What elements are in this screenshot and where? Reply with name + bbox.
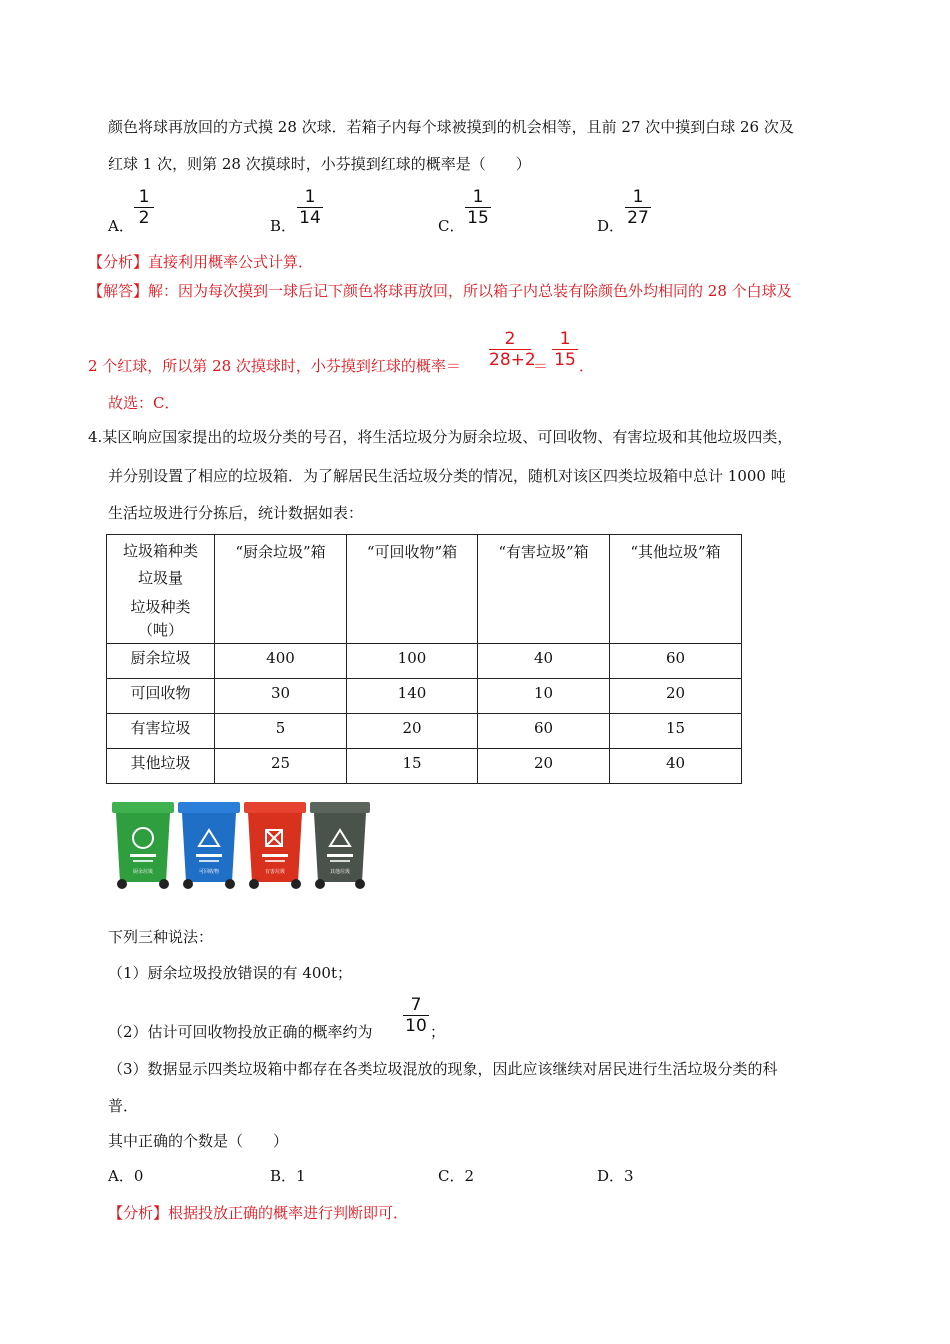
- bin-blue-label: 可回收物: [198, 869, 220, 875]
- q3-option-b-label: B．: [270, 217, 297, 235]
- garbage-data-table: [106, 534, 742, 784]
- q3-option-d-label: D．: [597, 217, 625, 235]
- q3-answer-equals: ＝: [533, 357, 549, 375]
- q4-text-line3: 生活垃圾进行分拣后，统计数据如表：: [108, 504, 364, 522]
- q3-option-d-den: 27: [627, 208, 649, 228]
- bin-blue-icon: [178, 802, 240, 889]
- q3-option-c-num: 1: [472, 187, 484, 207]
- table-cell: 140: [347, 679, 478, 714]
- q4-statement-2: （2）估计可回收物投放正确的概率约为: [108, 1023, 373, 1041]
- table-cell: 5: [215, 714, 347, 749]
- row-header: 可回收物: [107, 679, 215, 714]
- q3-analysis: 【分析】直接利用概率公式计算．: [88, 253, 314, 271]
- q3-answer-frac2-den: 15: [554, 350, 576, 370]
- q3-option-c-fraction: [465, 188, 491, 227]
- table-row: [107, 749, 742, 784]
- q4-statement-1: （1）厨余垃圾投放错误的有 400t；: [108, 964, 352, 982]
- bin-green-label: 厨余垃圾: [132, 869, 154, 875]
- q3-option-b-den: 14: [299, 208, 321, 228]
- garbage-bins-image: [108, 798, 372, 892]
- q3-answer-fraction-1: [489, 329, 536, 370]
- q3-option-a-label: A．: [108, 217, 134, 235]
- q4-s2-den: 10: [405, 1016, 427, 1036]
- q3-option-a-den: 2: [138, 208, 150, 228]
- table-cell: 30: [215, 679, 347, 714]
- table-cell: 25: [215, 749, 347, 784]
- q4-option-c: C．2: [438, 1167, 475, 1185]
- q3-option-c-label: C．: [438, 217, 465, 235]
- q3-answer-frac1-num: 2: [504, 329, 516, 349]
- q4-statement-3-line2: 普．: [108, 1097, 139, 1115]
- q3-answer-frac1-den: 28+2: [489, 350, 536, 370]
- q3-option-b-fraction: [297, 188, 323, 227]
- q4-analysis: 【分析】根据投放正确的概率进行判断即可．: [108, 1204, 409, 1222]
- row-header: 有害垃圾: [107, 714, 215, 749]
- table-cell: 20: [478, 749, 610, 784]
- bin-gray-label: 其他垃圾: [329, 869, 351, 875]
- table-cell: 40: [478, 644, 610, 679]
- bin-red-label: 有害垃圾: [264, 869, 286, 875]
- table-header-row: [107, 535, 742, 644]
- q3-answer-frac2-num: 1: [559, 329, 571, 349]
- q3-option-b-num: 1: [304, 187, 316, 207]
- corner-line-4: （吨）: [137, 621, 183, 639]
- q4-statements-intro: 下列三种说法：: [108, 928, 214, 946]
- q4-statement-2-end: ；: [430, 1023, 446, 1041]
- q3-text-line2: 红球 1 次，则第 28 次摸球时，小芬摸到红球的概率是（ ）: [108, 155, 531, 173]
- table-cell: 10: [478, 679, 610, 714]
- q4-statement-2-fraction: [403, 996, 429, 1035]
- table-col-header: “厨余垃圾”箱: [215, 535, 347, 644]
- table-row: [107, 714, 742, 749]
- q4-option-a: A．0: [108, 1167, 144, 1185]
- table-cell: 60: [610, 644, 742, 679]
- row-header: 厨余垃圾: [107, 644, 215, 679]
- corner-line-2: 垃圾量: [137, 569, 183, 587]
- corner-line-3: 垃圾种类: [130, 598, 191, 616]
- bin-red-icon: [244, 802, 306, 889]
- table-cell: 20: [347, 714, 478, 749]
- q3-answer-end: ．: [579, 357, 595, 375]
- q3-answer-line1: 【解答】解：因为每次摸到一球后记下颜色将球再放回，所以箱子内总装有除颜色外均相同的 28 个白球及: [88, 282, 792, 300]
- table-col-header: “其他垃圾”箱: [610, 535, 742, 644]
- q4-text-line2: 并分别设置了相应的垃圾箱．为了解居民生活垃圾分类的情况，随机对该区四类垃圾箱中总计 1000 吨: [108, 467, 786, 485]
- q4-statement-3-line1: （3）数据显示四类垃圾箱中都存在各类垃圾混放的现象，因此应该继续对居民进行生活垃圾分类的科: [108, 1060, 778, 1078]
- bin-gray-icon: [310, 802, 370, 889]
- row-header: 其他垃圾: [107, 749, 215, 784]
- corner-line-1: 垃圾箱种类: [122, 542, 198, 560]
- table-cell: 100: [347, 644, 478, 679]
- table-col-header: “有害垃圾”箱: [478, 535, 610, 644]
- table-corner-cell: [107, 535, 215, 644]
- table-col-header: “可回收物”箱: [347, 535, 478, 644]
- q3-option-a-fraction: [134, 188, 154, 227]
- q3-option-d-num: 1: [632, 187, 644, 207]
- table-row: [107, 679, 742, 714]
- q3-answer-fraction-2: [552, 330, 578, 369]
- table-cell: 15: [347, 749, 478, 784]
- table-cell: 40: [610, 749, 742, 784]
- q4-question: 其中正确的个数是（ ）: [108, 1132, 289, 1150]
- table-cell: 20: [610, 679, 742, 714]
- table-cell: 60: [478, 714, 610, 749]
- table-cell: 15: [610, 714, 742, 749]
- q3-option-c-den: 15: [467, 208, 489, 228]
- q4-option-b: B．1: [270, 1167, 306, 1185]
- bin-green-icon: [112, 802, 174, 889]
- q3-option-a-num: 1: [138, 187, 150, 207]
- table-cell: 400: [215, 644, 347, 679]
- q4-text-line1: 4.某区响应国家提出的垃圾分类的号召，将生活垃圾分为厨余垃圾、可回收物、有害垃圾和其他垃圾四类，: [88, 428, 793, 446]
- q3-choose: 故选：C．: [108, 394, 180, 412]
- q3-option-d-fraction: [625, 188, 651, 227]
- q3-text-line1: 颜色将球再放回的方式摸 28 次球．若箱子内每个球被摸到的机会相等，且前 27 次中摸到白球 26 次及: [108, 118, 794, 136]
- q4-s2-num: 7: [410, 995, 422, 1015]
- q4-option-d: D．3: [597, 1167, 634, 1185]
- table-row: [107, 644, 742, 679]
- q3-answer-line2: 2 个红球，所以第 28 次摸球时，小芬摸到红球的概率＝: [88, 357, 461, 375]
